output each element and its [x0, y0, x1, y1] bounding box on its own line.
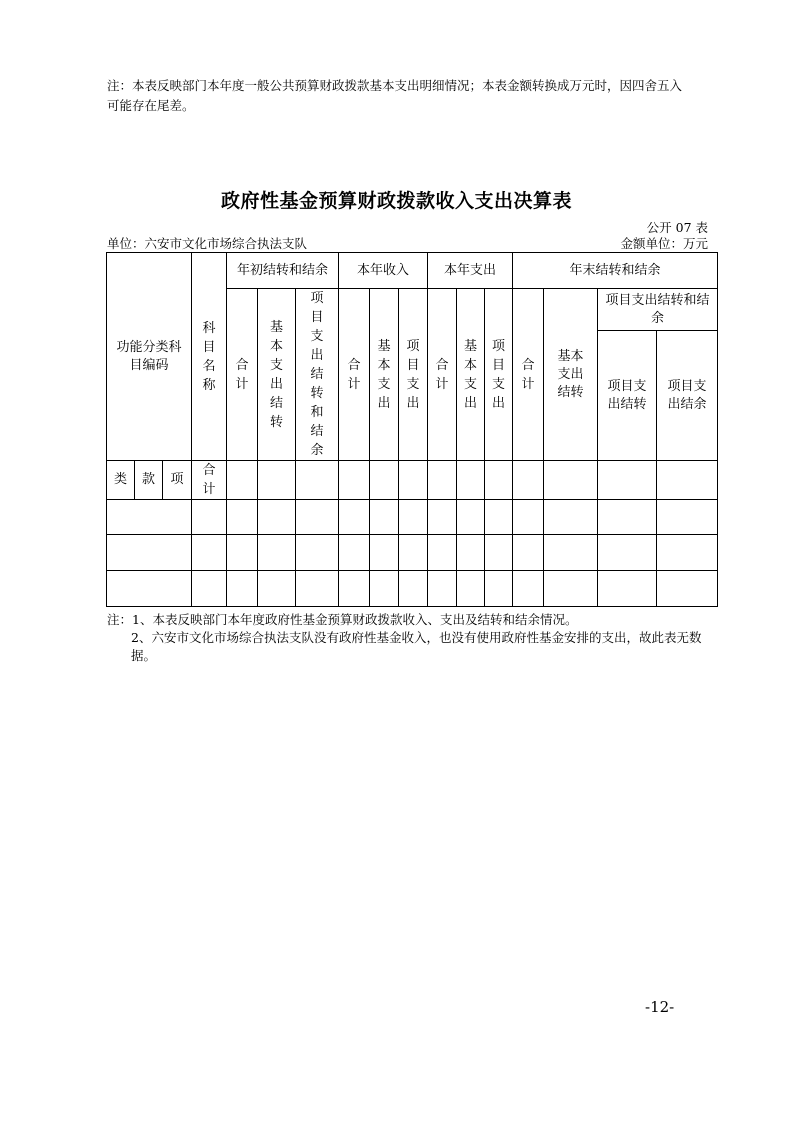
- table-cell: [399, 535, 428, 571]
- code-lei: 类: [107, 461, 135, 500]
- table-cell: [339, 535, 370, 571]
- form-number: 公开 07 表: [646, 220, 708, 235]
- table-cell: [485, 535, 513, 571]
- top-note: 注：本表反映部门本年度一般公共预算财政拨款基本支出明细情况；本表金额转换成万元时，因四舍五入可能存在尾差。: [107, 78, 683, 113]
- table-cell: [457, 571, 485, 607]
- group-income-header: 本年收入: [339, 253, 428, 289]
- expense-total-label: 合计: [435, 357, 449, 392]
- end-project-balance-label: 项目支出结余: [667, 378, 707, 412]
- table-cell: [485, 571, 513, 607]
- start-project-carry-header: [296, 289, 339, 461]
- code-row: [107, 461, 718, 500]
- group-start-header: [227, 253, 339, 289]
- table-cell: [227, 571, 258, 607]
- table-cell: [457, 500, 485, 535]
- table-cell: [428, 461, 457, 500]
- table-cell: [428, 535, 457, 571]
- end-basic-carry-label: 基本支出结转: [557, 348, 584, 400]
- income-total-header: [339, 289, 370, 461]
- code-xiang: 项: [163, 461, 192, 500]
- table-cell: [544, 500, 598, 535]
- table-cell: [258, 571, 296, 607]
- table-cell: [192, 571, 227, 607]
- table-cell: [339, 461, 370, 500]
- table-cell: [657, 571, 718, 607]
- end-total-label: 合计: [521, 357, 535, 392]
- table-cell: [657, 500, 718, 535]
- table-row: [107, 571, 718, 607]
- table-cell: [657, 535, 718, 571]
- fund-budget-table: [106, 252, 718, 607]
- bottom-note: [107, 611, 707, 665]
- amount-unit: 金额单位：万元: [620, 236, 708, 251]
- header-row-1: [107, 253, 718, 289]
- table-cell: [192, 500, 227, 535]
- table-cell: [107, 571, 192, 607]
- table-cell: [513, 571, 544, 607]
- end-total-header: [513, 289, 544, 461]
- row-total-cell: [192, 461, 227, 500]
- table-cell: [192, 535, 227, 571]
- table-cell: [258, 461, 296, 500]
- expense-project-label: 项目支出: [492, 338, 506, 411]
- expense-basic-label: 基本支出: [464, 338, 478, 411]
- table-cell: [598, 571, 657, 607]
- table-cell: [428, 500, 457, 535]
- table-cell: [370, 461, 399, 500]
- table-row: [107, 500, 718, 535]
- income-total-label: 合计: [347, 357, 361, 392]
- group-expense-header: 本年支出: [428, 253, 513, 289]
- table-cell: [296, 535, 339, 571]
- table-cell: [513, 500, 544, 535]
- start-total-label: 合计: [235, 357, 249, 392]
- table-cell: [258, 500, 296, 535]
- start-project-carry-label: 项目支出结转和结余: [310, 291, 324, 458]
- table-cell: [598, 535, 657, 571]
- table-cell: [544, 461, 598, 500]
- expense-total-header: [428, 289, 457, 461]
- row-total-label: 合计: [202, 463, 216, 497]
- table-cell: [370, 500, 399, 535]
- end-project-carry-header: [598, 331, 657, 461]
- table-cell: [296, 571, 339, 607]
- table-cell: [399, 500, 428, 535]
- end-basic-carry-header: [544, 289, 598, 461]
- reporting-unit: 单位：六安市文化市场综合执法支队: [107, 236, 308, 251]
- code-header: 功能分类科目编码: [116, 339, 182, 373]
- table-cell: [513, 535, 544, 571]
- group-start-label: 年初结转和结余: [237, 262, 329, 278]
- code-header-cell: [107, 253, 192, 461]
- page-title: 政府性基金预算财政拨款收入支出决算表: [220, 190, 572, 212]
- end-project-carry-label: 项目支出结转: [607, 378, 647, 412]
- table-cell: [399, 461, 428, 500]
- table-cell: [296, 461, 339, 500]
- end-project-group-label: 项目支出结转和结余: [605, 292, 710, 326]
- name-header: 科目名称: [202, 320, 216, 393]
- table-cell: [399, 571, 428, 607]
- table-cell: [657, 461, 718, 500]
- income-project-header: [399, 289, 428, 461]
- expense-basic-header: [457, 289, 485, 461]
- table-cell: [258, 535, 296, 571]
- table-cell: [485, 500, 513, 535]
- start-basic-carry-label: 基本支出结转: [270, 319, 284, 430]
- table-cell: [513, 461, 544, 500]
- table-cell: [544, 535, 598, 571]
- table-row: [107, 535, 718, 571]
- group-end-header: 年末结转和结余: [513, 253, 718, 289]
- table-cell: [339, 571, 370, 607]
- table-cell: [107, 500, 192, 535]
- table-cell: [227, 535, 258, 571]
- income-basic-label: 基本支出: [377, 338, 391, 411]
- bottom-note-line-1: 注：1、本表反映部门本年度政府性基金预算财政拨款收入、支出及结转和结余情况。: [107, 612, 578, 627]
- income-basic-header: [370, 289, 399, 461]
- start-total-header: [227, 289, 258, 461]
- table-cell: [428, 571, 457, 607]
- bottom-note-line-2: 2、六安市文化市场综合执法支队没有政府性基金收入，也没有使用政府性基金安排的支出，故此表无数据。: [131, 630, 702, 663]
- table-cell: [544, 571, 598, 607]
- fund-table-wrapper: [106, 252, 717, 607]
- income-project-label: 项目支出: [406, 338, 420, 411]
- table-cell: [227, 461, 258, 500]
- table-cell: [107, 535, 192, 571]
- table-cell: [457, 535, 485, 571]
- table-cell: [296, 500, 339, 535]
- end-project-balance-header: [657, 331, 718, 461]
- table-cell: [598, 461, 657, 500]
- table-cell: [370, 571, 399, 607]
- end-project-group-header: [598, 289, 718, 331]
- table-cell: [457, 461, 485, 500]
- table-cell: [227, 500, 258, 535]
- table-cell: [598, 500, 657, 535]
- table-cell: [339, 500, 370, 535]
- code-kuan: 款: [135, 461, 163, 500]
- name-header-cell: [192, 253, 227, 461]
- start-basic-carry-header: [258, 289, 296, 461]
- table-cell: [485, 461, 513, 500]
- expense-project-header: [485, 289, 513, 461]
- table-cell: [370, 535, 399, 571]
- page-number: -12-: [645, 998, 675, 1016]
